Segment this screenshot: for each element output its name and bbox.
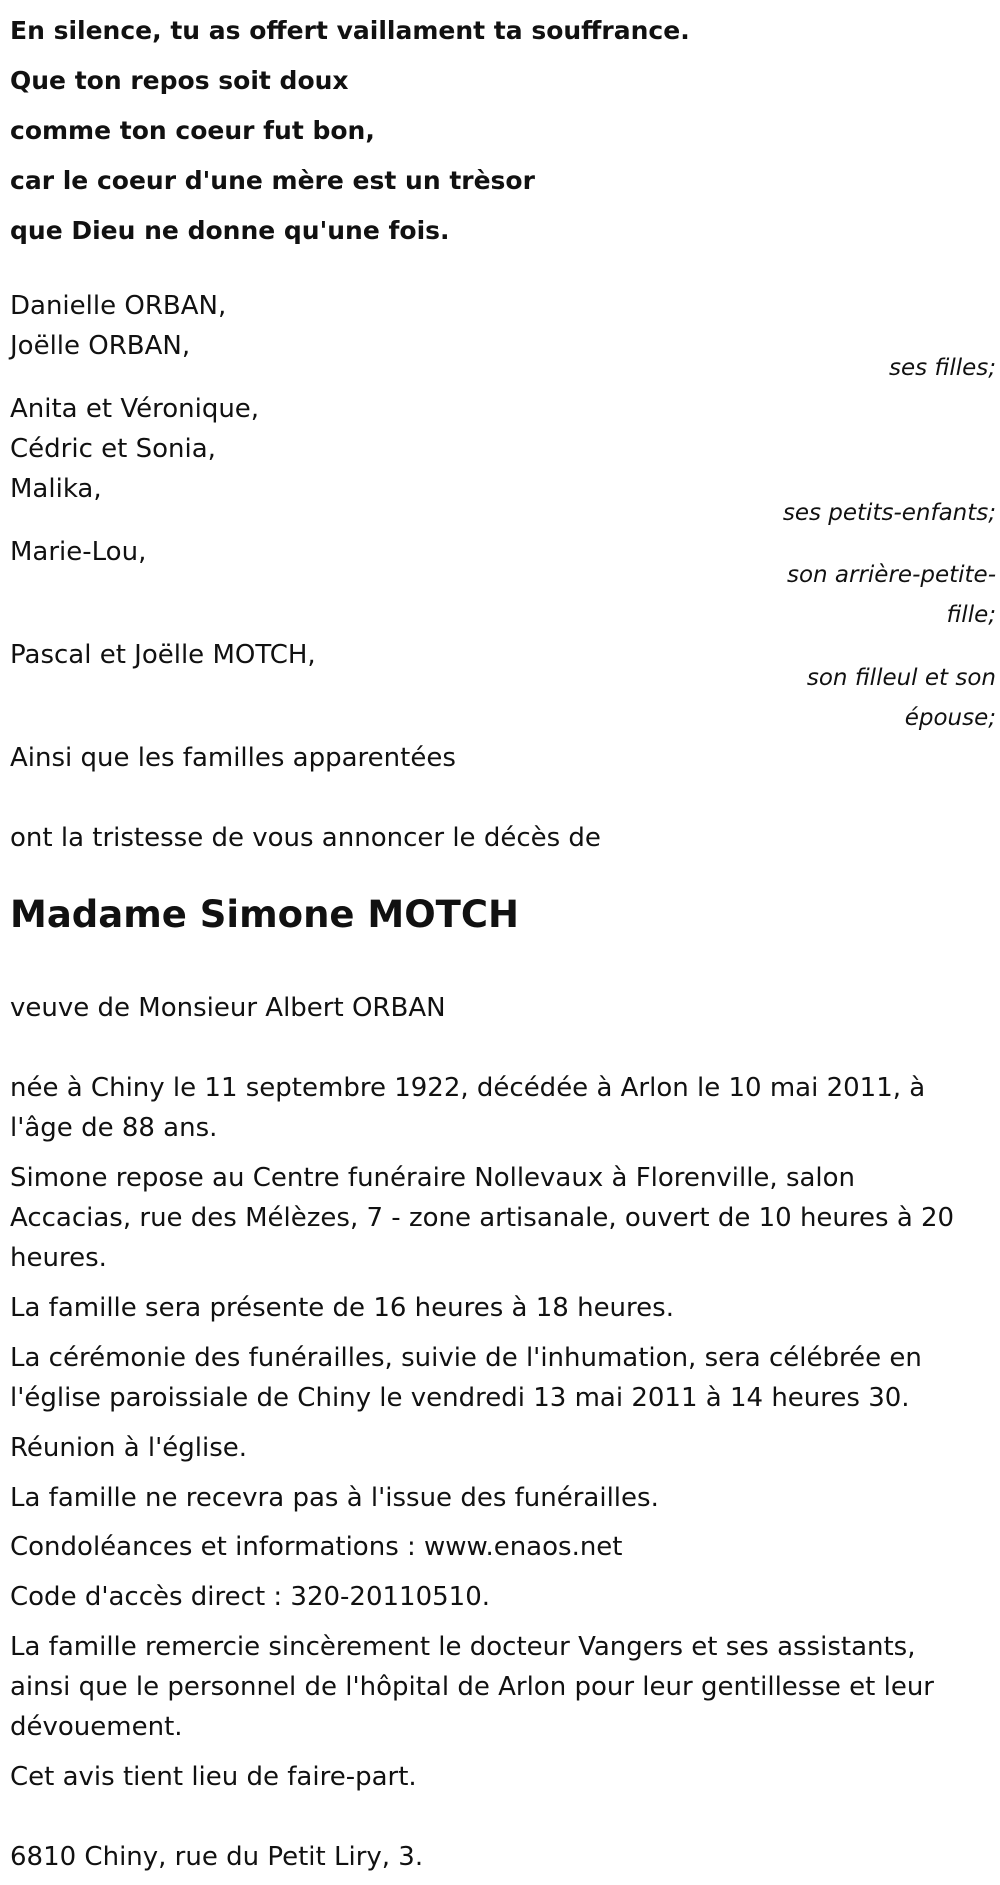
family-group-great-granddaughter xyxy=(10,532,996,632)
announcement: ont la tristesse de vous annoncer le décès de xyxy=(10,823,601,853)
family-relation: ses filles; xyxy=(889,355,996,381)
family-name: Malika, xyxy=(10,474,102,504)
poem-line: car le coeur d'une mère est un trèsor xyxy=(10,166,535,195)
detail-birth-death: née à Chiny le 11 septembre 1922, décédée à Arlon le 10 mai 2011, à l'âge de 88 ans. xyxy=(10,1073,926,1143)
detail-notice: Cet avis tient lieu de faire-part. xyxy=(10,1762,417,1792)
family-name: Pascal et Joëlle MOTCH, xyxy=(10,640,316,670)
detail-condolences: Condoléances et informations : www.enaos.net xyxy=(10,1532,623,1562)
family-group-daughters xyxy=(10,286,996,381)
address: 6810 Chiny, rue du Petit Liry, 3. xyxy=(10,1842,424,1872)
detail-access-code: Code d'accès direct : 320-20110510. xyxy=(10,1582,491,1612)
poem-line: que Dieu ne donne qu'une fois. xyxy=(10,216,450,245)
family-relation: son filleul et son épouse; xyxy=(806,665,996,731)
poem-line: Que ton repos soit doux xyxy=(10,66,349,95)
related-families: Ainsi que les familles apparentées xyxy=(10,743,456,773)
detail-thanks: La famille remercie sincèrement le docteur Vangers et ses assistants, ainsi que le personnel de l'hôpital de Arlon pour leur gentillesse et leur dévouement. xyxy=(10,1632,934,1742)
detail-ceremony: La cérémonie des funérailles, suivie de l'inhumation, sera célébrée en l'église paroissiale de Chiny le vendredi 13 mai 2011 à 14 heures 30. xyxy=(10,1343,922,1413)
family-relation: ses petits-enfants; xyxy=(782,500,996,526)
family-name: Danielle ORBAN, xyxy=(10,291,227,321)
family-name: Joëlle ORBAN, xyxy=(10,331,191,361)
poem-line: comme ton coeur fut bon, xyxy=(10,116,375,145)
family-relation: son arrière-petite-fille; xyxy=(786,562,996,628)
family-name: Marie-Lou, xyxy=(10,537,147,567)
family-name: Anita et Véronique, xyxy=(10,394,260,424)
detail-no-reception: La famille ne recevra pas à l'issue des funérailles. xyxy=(10,1483,659,1513)
poem xyxy=(10,6,990,256)
poem-line: En silence, tu as offert vaillament ta souffrance. xyxy=(10,16,690,45)
detail-reunion: Réunion à l'église. xyxy=(10,1433,248,1463)
detail-repose: Simone repose au Centre funéraire Nollevaux à Florenville, salon Accacias, rue des Mélèzes, 7 - zone artisanale, ouvert de 10 heures à 20 heures. xyxy=(10,1163,955,1273)
family-group-grandchildren xyxy=(10,389,996,529)
family-name: Cédric et Sonia, xyxy=(10,434,216,464)
deceased-name: Madame Simone MOTCH xyxy=(10,893,520,936)
widow-of: veuve de Monsieur Albert ORBAN xyxy=(10,993,446,1023)
detail-family-presence: La famille sera présente de 16 heures à 18 heures. xyxy=(10,1293,674,1323)
family-group-godson xyxy=(10,635,996,735)
